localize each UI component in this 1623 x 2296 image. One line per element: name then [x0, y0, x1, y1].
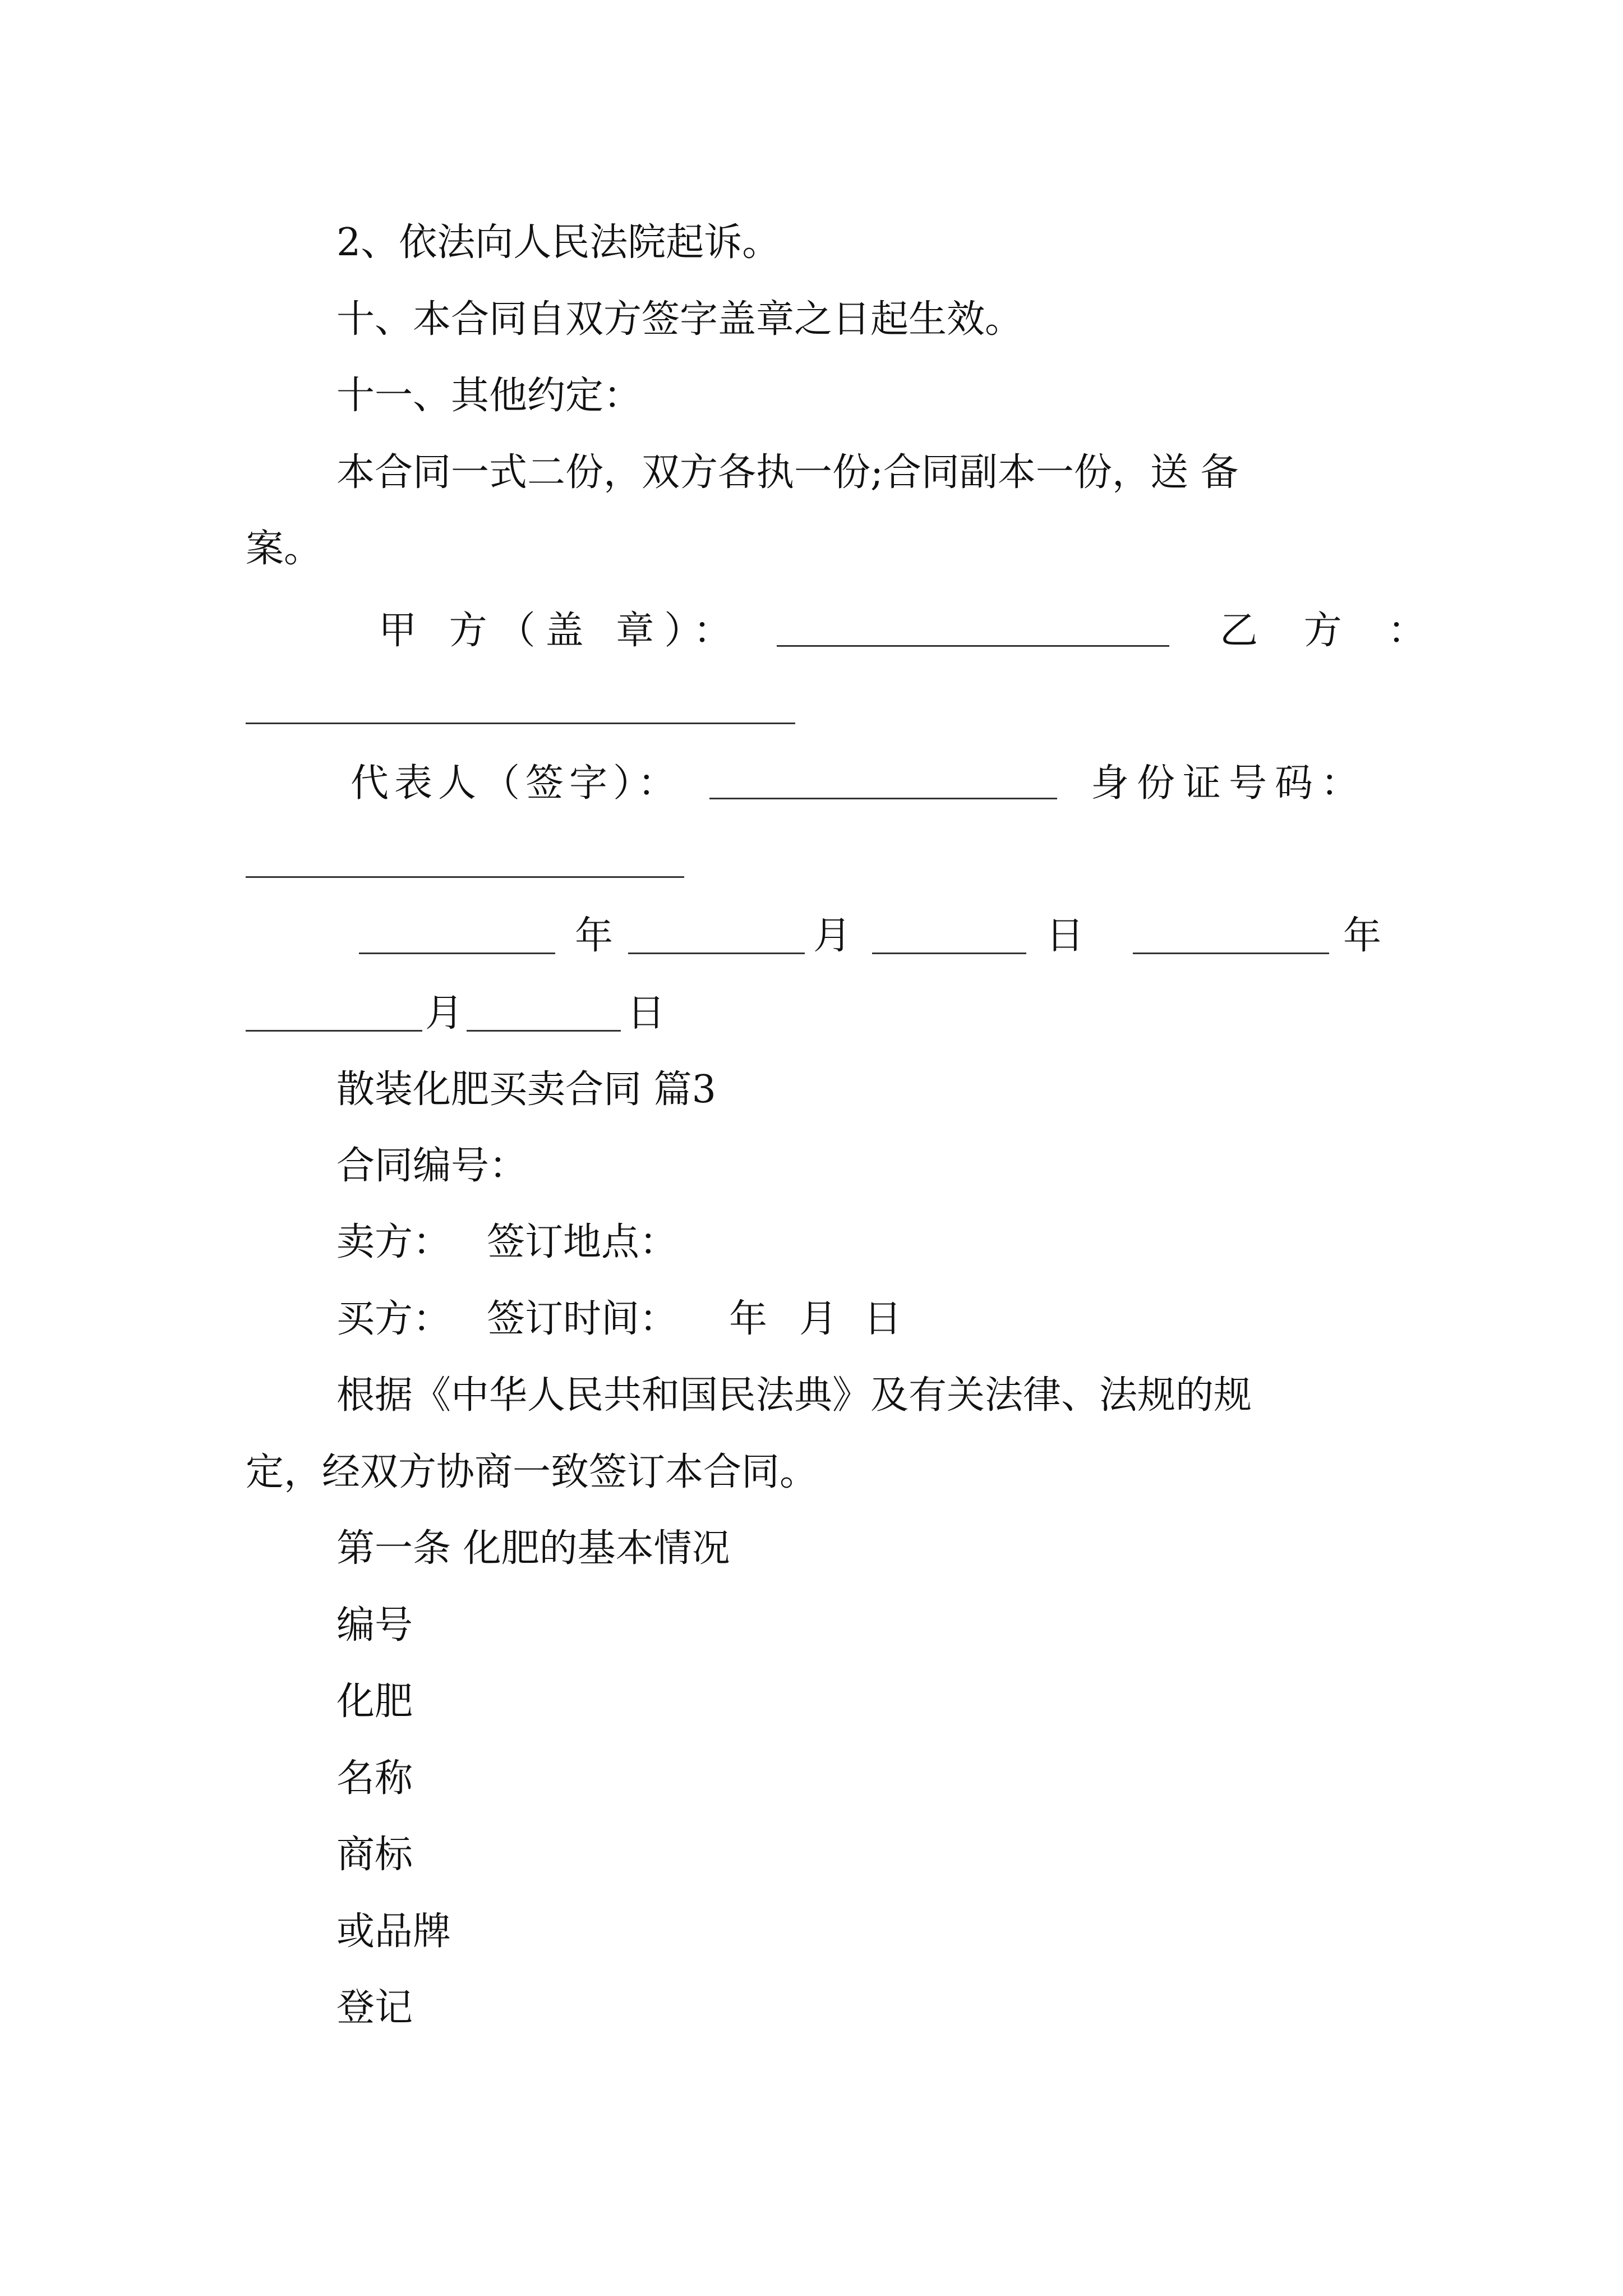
article-1-heading: 第一条 化肥的基本情况: [336, 1526, 730, 1571]
rep-signature-line: [709, 798, 1057, 799]
party-a-label: 甲 方（盖 章）：: [379, 609, 742, 653]
sign-time-month: 月: [799, 1297, 838, 1341]
contract-heading: 散装化肥买卖合同 篇3: [336, 1068, 716, 1112]
sign-time-day: 日: [864, 1297, 902, 1341]
party-b-label: 乙 方 ：: [1220, 609, 1443, 653]
table-cell-brand: 或品牌: [336, 1910, 451, 1954]
date-b-month-line: [246, 1030, 422, 1032]
date-b-day-line: [467, 1030, 621, 1032]
basis-line2: 定，经双方协商一致签订本合同。: [246, 1450, 818, 1494]
clause-copies-line2: 案。: [246, 527, 322, 571]
basis-line1: 根据《中华人民共和国民法典》及有关法律、法规的规: [336, 1373, 1252, 1418]
clause-litigation: 2、依法向人民法院起诉。: [336, 220, 781, 265]
date-b-day: 日: [627, 991, 666, 1036]
date-a-day-line: [872, 953, 1026, 954]
signature-date-row: [0, 905, 1623, 967]
date-b-year: 年: [1343, 914, 1382, 958]
seller-label: 卖方：: [336, 1220, 451, 1264]
date-a-month: 月: [813, 914, 852, 958]
buyer-label: 买方：: [336, 1297, 451, 1341]
clause-other-heading: 十一、其他约定：: [336, 374, 642, 418]
id-number-label: 身份证号码：: [1091, 761, 1367, 806]
table-cell-name: 名称: [336, 1756, 413, 1801]
rep-label: 代表人（签字）：: [351, 761, 682, 806]
date-b-year-line: [1133, 953, 1329, 954]
table-cell-fertilizer: 化肥: [336, 1680, 413, 1724]
date-a-year: 年: [575, 914, 614, 958]
signature-party-row: [0, 600, 1623, 662]
id-number-line: [246, 876, 684, 878]
clause-copies-line1: 本合同一式二份，双方各执一份;合同副本一份，送 备: [336, 450, 1239, 495]
party-a-signature-line: [777, 645, 1169, 647]
table-cell-number: 编号: [336, 1603, 413, 1648]
seller-row: [0, 1212, 1623, 1273]
date-a-day: 日: [1046, 914, 1085, 958]
sign-time-label: 签订时间：: [487, 1297, 678, 1341]
sign-place-label: 签订地点：: [487, 1220, 678, 1264]
date-a-month-line: [628, 953, 805, 954]
date-a-year-line: [359, 953, 555, 954]
signature-rep-row: [0, 753, 1623, 815]
clause-effective: 十、本合同自双方签字盖章之日起生效。: [336, 297, 1023, 342]
party-b-signature-line: [246, 723, 795, 724]
date-b-month: 月: [425, 991, 464, 1036]
signature-date-row-2: [0, 983, 1623, 1045]
contract-number-field: 合同编号：: [336, 1144, 528, 1188]
sign-time-year: 年: [729, 1297, 768, 1341]
table-cell-registration: 登记: [336, 1986, 413, 2030]
buyer-row: [0, 1289, 1623, 1350]
table-cell-trademark: 商标: [336, 1833, 413, 1877]
